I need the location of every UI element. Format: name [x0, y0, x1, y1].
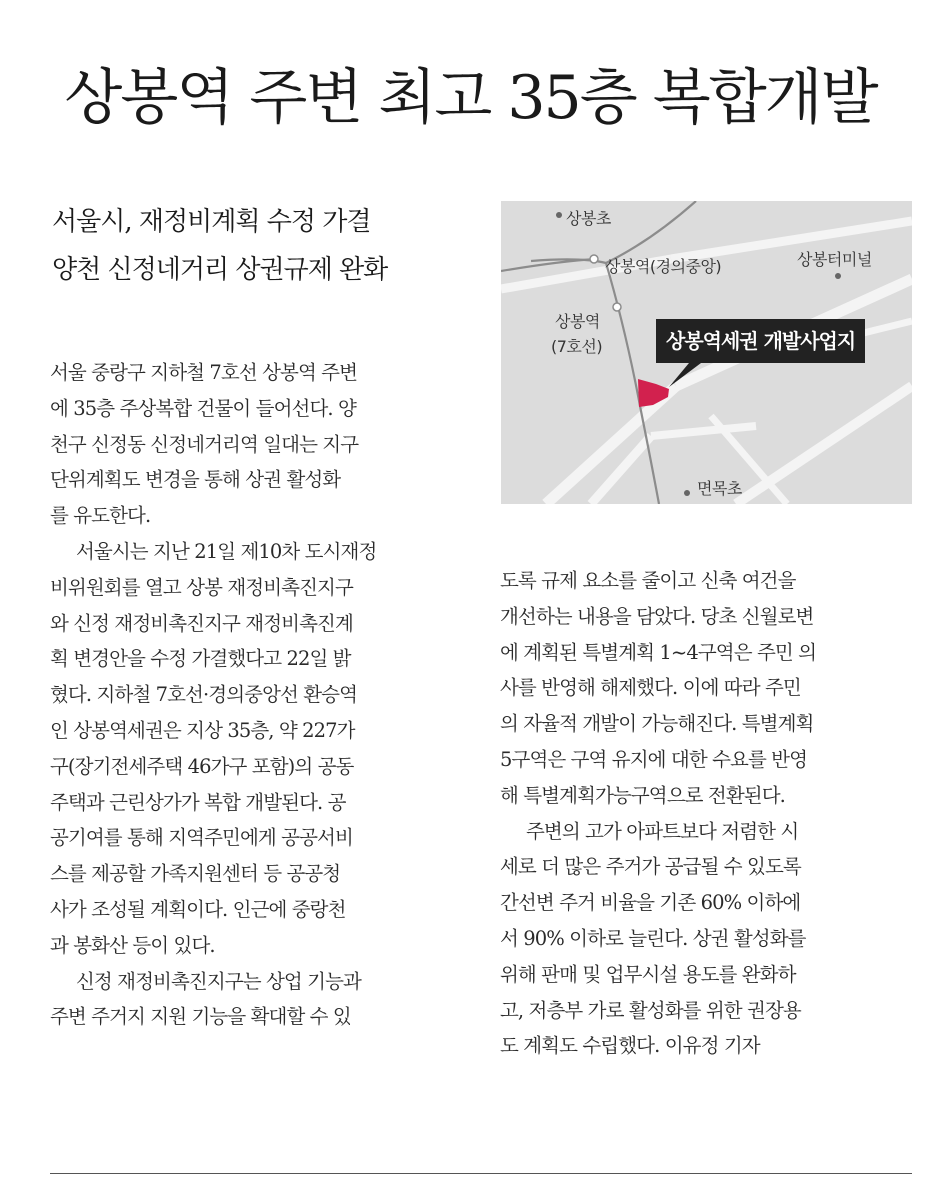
body-line: 의 자율적 개발이 가능해진다. 특별계획	[500, 712, 814, 736]
body-line: 사를 반영해 해제했다. 이에 따라 주민	[500, 676, 801, 700]
byline: 이유정 기자	[664, 1034, 760, 1058]
school-dot-north	[556, 212, 562, 218]
terminal-dot	[835, 273, 841, 279]
body-line: 서울 중랑구 지하철 7호선 상봉역 주변	[50, 361, 358, 384]
body-line: 5구역은 구역 유지에 대한 수요를 반영	[500, 747, 808, 771]
body-line: 공기여를 통해 지역주민에게 공공서비	[50, 826, 353, 850]
body-line: 간선변 주거 비율을 기존 60% 이하에	[500, 891, 801, 915]
body-line: 도 계획도 수립했다.	[500, 1034, 660, 1058]
body-line: 개선하는 내용을 담았다. 당초 신월로변	[500, 604, 814, 628]
body-line: 주택과 근린상가가 복합 개발된다. 공	[50, 790, 346, 814]
final-line-row	[500, 1028, 912, 1064]
body-line: 주변 주거지 지원 기능을 확대할 수 있	[50, 1005, 351, 1029]
body-line: 신정 재정비촉진지구는 상업 기능과	[76, 969, 361, 993]
body-line: 획 변경안을 수정 가결했다고 22일 밝	[50, 647, 351, 671]
body-line: 를 유도한다.	[50, 504, 151, 528]
article-left-column	[50, 355, 475, 1035]
body-line: 과 봉화산 등이 있다.	[50, 933, 215, 957]
body-line: 위해 판매 및 업무시설 용도를 완화하	[500, 962, 796, 986]
body-line: 고, 저층부 가로 활성화를 위한 권장용	[500, 998, 801, 1022]
body-line: 천구 신정동 신정네거리역 일대는 지구	[50, 432, 359, 456]
subheadline	[52, 198, 482, 294]
body-line: 와 신정 재정비촉진지구 재정비촉진계	[50, 611, 353, 635]
map-label-station-gyeongui: 상봉역(경의중앙)	[605, 257, 722, 276]
location-map	[501, 201, 912, 504]
body-line: 세로 더 많은 주거가 공급될 수 있도록	[500, 855, 801, 879]
body-line: 에 35층 주상복합 건물이 들어선다. 양	[50, 396, 356, 420]
body-line: 에 계획된 특별계획 1~4구역은 주민 의	[500, 640, 817, 664]
map-callout-label: 상봉역세권 개발사업지	[656, 319, 865, 363]
subhead-line-2: 양천 신정네거리 상권규제 완화	[52, 255, 388, 285]
body-line: 단위계획도 변경을 통해 상권 활성화	[50, 468, 341, 492]
bottom-divider	[50, 1173, 912, 1174]
map-label-terminal: 상봉터미널	[797, 250, 872, 269]
body-line: 구(장기전세주택 46가구 포함)의 공동	[50, 754, 354, 778]
body-line: 서울시는 지난 21일 제10차 도시재정	[76, 539, 377, 563]
article-right-column	[500, 563, 925, 1064]
body-line: 서 90% 이하로 늘린다. 상권 활성화를	[500, 926, 806, 950]
body-line: 도록 규제 요소를 줄이고 신축 여건을	[500, 569, 796, 592]
body-line: 사가 조성될 계획이다. 인근에 중랑천	[50, 897, 346, 921]
map-label-station-line7: 상봉역	[555, 312, 600, 331]
body-line: 인 상봉역세권은 지상 35층, 약 227가	[50, 718, 355, 742]
subhead-line-1: 서울시, 재정비계획 수정 가결	[52, 207, 371, 237]
school-dot-south	[684, 490, 690, 496]
map-label-line7: (7호선)	[551, 337, 603, 356]
station-marker-gyeongui	[590, 255, 598, 263]
map-label-school-south: 면목초	[697, 479, 742, 498]
body-line: 주변의 고가 아파트보다 저렴한 시	[526, 819, 799, 843]
headline: 상봉역 주변 최고 35층 복합개발	[64, 63, 877, 133]
body-line: 스를 제공할 가족지원센터 등 공공청	[50, 862, 341, 886]
map-label-school-north: 상봉초	[566, 209, 611, 228]
body-line: 해 특별계획가능구역으로 전환된다.	[500, 783, 785, 807]
body-line: 비위원회를 열고 상봉 재정비촉진지구	[50, 575, 353, 599]
body-line: 혔다. 지하철 7호선·경의중앙선 환승역	[50, 683, 358, 707]
station-marker-line7	[613, 303, 621, 311]
